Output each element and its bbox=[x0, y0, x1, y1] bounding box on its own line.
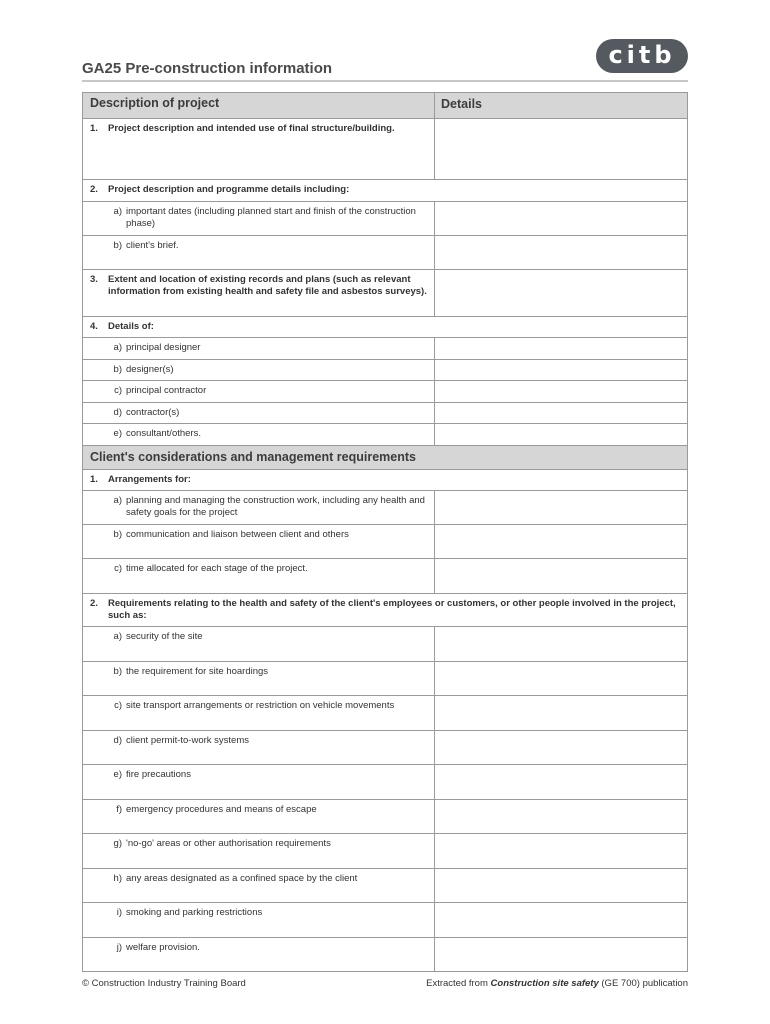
item-letter: a) bbox=[113, 206, 122, 217]
item-letter: g) bbox=[113, 838, 122, 849]
details-field[interactable] bbox=[435, 360, 687, 380]
table-header-row bbox=[83, 93, 687, 118]
section-header-row bbox=[83, 445, 687, 469]
table-row bbox=[83, 423, 687, 445]
item-text: 'no-go' areas or other authorisation requirements bbox=[126, 838, 331, 849]
credit-suffix: (GE 700) publication bbox=[598, 978, 688, 989]
pre-construction-table bbox=[82, 92, 688, 972]
table-row bbox=[83, 118, 687, 179]
table-row bbox=[83, 469, 687, 490]
item-text: principal contractor bbox=[126, 385, 207, 396]
details-field[interactable] bbox=[435, 559, 687, 593]
item-letter: b) bbox=[113, 364, 122, 375]
table-row bbox=[83, 179, 687, 201]
logo-text: citb bbox=[608, 41, 676, 69]
details-field[interactable] bbox=[435, 424, 687, 445]
item-letter: h) bbox=[113, 873, 122, 884]
table-row bbox=[83, 359, 687, 380]
credit-prefix: Extracted from bbox=[426, 978, 491, 989]
item-text: fire precautions bbox=[126, 769, 191, 780]
description-column-header: Description of project bbox=[83, 93, 435, 118]
item-letter: e) bbox=[113, 769, 122, 780]
details-field[interactable] bbox=[435, 834, 687, 868]
table-row bbox=[83, 868, 687, 902]
publication-credit bbox=[426, 978, 688, 989]
item-letter: a) bbox=[113, 495, 122, 506]
details-field[interactable] bbox=[435, 731, 687, 764]
item-text: consultant/others. bbox=[126, 428, 201, 439]
item-text: welfare provision. bbox=[126, 942, 200, 953]
item-number: 1. bbox=[90, 123, 98, 134]
item-text: principal designer bbox=[126, 342, 201, 353]
item-text: the requirement for site hoardings bbox=[126, 666, 269, 677]
item-letter: d) bbox=[113, 407, 122, 418]
item-letter: d) bbox=[113, 735, 122, 746]
item-text: Project description and programme details including: bbox=[108, 184, 350, 195]
item-letter: j) bbox=[116, 942, 122, 953]
item-text: time allocated for each stage of the project. bbox=[126, 563, 308, 574]
details-column-header: Details bbox=[441, 97, 482, 111]
item-text: any areas designated as a confined space by the client bbox=[126, 873, 358, 884]
citb-logo bbox=[596, 39, 688, 73]
table-row bbox=[83, 902, 687, 937]
copyright-text: © Construction Industry Training Board bbox=[82, 978, 246, 989]
details-field[interactable] bbox=[435, 338, 687, 359]
item-number: 2. bbox=[90, 598, 98, 609]
item-number: 4. bbox=[90, 321, 98, 332]
details-field[interactable] bbox=[435, 696, 687, 730]
item-text: Project description and intended use of final structure/building. bbox=[108, 123, 395, 134]
item-text: Details of: bbox=[108, 321, 154, 332]
item-letter: b) bbox=[113, 666, 122, 677]
details-field[interactable] bbox=[435, 525, 687, 558]
table-row bbox=[83, 524, 687, 558]
table-row bbox=[83, 337, 687, 359]
publication-title: Construction site safety bbox=[490, 978, 599, 989]
table-row bbox=[83, 695, 687, 730]
item-text: client permit-to-work systems bbox=[126, 735, 249, 746]
table-row bbox=[83, 235, 687, 269]
item-letter: f) bbox=[116, 804, 122, 815]
details-field[interactable] bbox=[435, 202, 687, 235]
section-title: Client's considerations and management requirements bbox=[90, 450, 416, 464]
item-letter: c) bbox=[114, 563, 122, 574]
details-field[interactable] bbox=[435, 800, 687, 833]
item-text: emergency procedures and means of escape bbox=[126, 804, 317, 815]
item-text: communication and liaison between client and others bbox=[126, 529, 349, 540]
item-text: planning and managing the construction work, including any health and safety goals for the project bbox=[126, 495, 425, 518]
table-row bbox=[83, 799, 687, 833]
table-row bbox=[83, 316, 687, 337]
item-letter: c) bbox=[114, 700, 122, 711]
item-number: 1. bbox=[90, 474, 98, 485]
item-text: Arrangements for: bbox=[108, 474, 191, 485]
table-row bbox=[83, 380, 687, 402]
item-number: 2. bbox=[90, 184, 98, 195]
item-text: Extent and location of existing records and plans (such as relevant information from existing health and safety file and asbestos surveys). bbox=[108, 274, 427, 297]
table-row bbox=[83, 490, 687, 524]
item-letter: i) bbox=[116, 907, 122, 918]
details-field[interactable] bbox=[435, 765, 687, 799]
item-letter: a) bbox=[113, 342, 122, 353]
item-text: site transport arrangements or restriction on vehicle movements bbox=[126, 700, 395, 711]
item-letter: a) bbox=[113, 631, 122, 642]
item-text: designer(s) bbox=[126, 364, 174, 375]
table-row bbox=[83, 269, 687, 316]
item-text: smoking and parking restrictions bbox=[126, 907, 263, 918]
table-row bbox=[83, 593, 687, 626]
table-row bbox=[83, 764, 687, 799]
document-title: GA25 Pre-construction information bbox=[82, 60, 333, 77]
table-row bbox=[83, 833, 687, 868]
page-header bbox=[82, 41, 688, 82]
table-row bbox=[83, 626, 687, 661]
table-row bbox=[83, 201, 687, 235]
item-letter: e) bbox=[113, 428, 122, 439]
item-number: 3. bbox=[90, 274, 98, 285]
details-field[interactable] bbox=[435, 627, 687, 661]
item-letter: b) bbox=[113, 240, 122, 251]
details-field[interactable] bbox=[435, 938, 687, 971]
table-row bbox=[83, 661, 687, 695]
item-text: important dates (including planned start and finish of the construction phase) bbox=[126, 206, 416, 229]
details-field[interactable] bbox=[435, 662, 687, 695]
details-field[interactable] bbox=[435, 869, 687, 902]
item-letter: c) bbox=[114, 385, 122, 396]
details-field[interactable] bbox=[435, 403, 687, 423]
item-letter: b) bbox=[113, 529, 122, 540]
table-row bbox=[83, 730, 687, 764]
details-field[interactable] bbox=[435, 903, 687, 937]
details-field[interactable] bbox=[435, 270, 687, 316]
item-text: client's brief. bbox=[126, 240, 179, 251]
item-text: security of the site bbox=[126, 631, 203, 642]
details-field[interactable] bbox=[435, 491, 687, 524]
table-row bbox=[83, 937, 687, 971]
details-field[interactable] bbox=[435, 119, 687, 179]
details-field[interactable] bbox=[435, 381, 687, 402]
item-text: contractor(s) bbox=[126, 407, 180, 418]
table-row bbox=[83, 558, 687, 593]
table-row bbox=[83, 402, 687, 423]
item-text: Requirements relating to the health and safety of the client's employees or customers, or other people involved in the project, such as: bbox=[108, 598, 676, 621]
details-field[interactable] bbox=[435, 236, 687, 269]
